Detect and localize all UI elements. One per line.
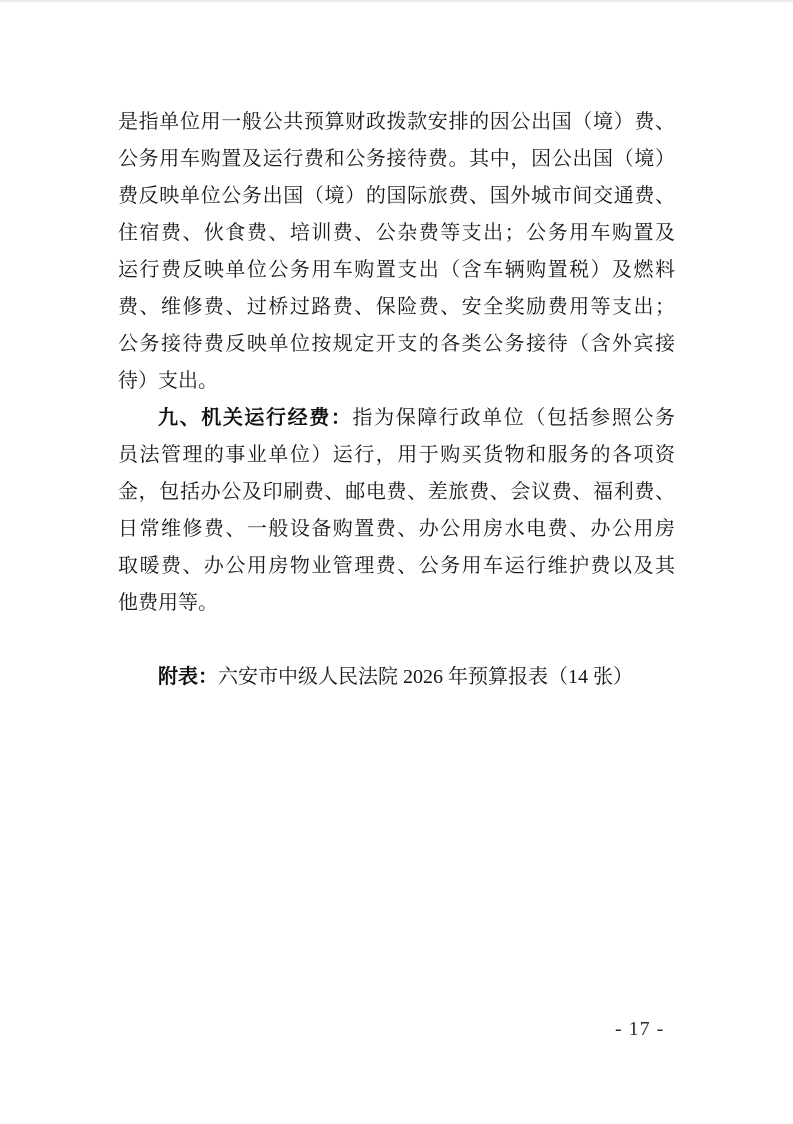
section-heading: 九、机关运行经费： — [158, 407, 353, 429]
body-line — [118, 400, 675, 437]
document-body — [118, 104, 675, 696]
body-line: 日常维修费、一般设备购置费、办公用房水电费、办公用房 — [118, 518, 675, 540]
attachment-text: 六安市中级人民法院 2026 年预算报表（14 张） — [218, 666, 633, 688]
body-line: 费、维修费、过桥过路费、保险费、安全奖励费用等支出； — [118, 296, 675, 318]
blank-line — [118, 622, 675, 659]
body-line: 取暖费、办公用房物业管理费、公务用车运行维护费以及其 — [118, 555, 675, 577]
body-line: 住宿费、伙食费、培训费、公杂费等支出；公务用车购置及 — [118, 222, 675, 244]
section-heading-rest: 指为保障行政单位（包括参照公务 — [352, 407, 675, 429]
attachment-line — [118, 659, 675, 696]
body-line: 金，包括办公及印刷费、邮电费、差旅费、会议费、福利费、 — [118, 481, 675, 503]
body-line: 公务用车购置及运行费和公务接待费。其中，因公出国（境） — [118, 148, 675, 170]
body-line: 是指单位用一般公共预算财政拨款安排的因公出国（境）费、 — [118, 111, 675, 133]
body-line: 公务接待费反映单位按规定开支的各类公务接待（含外宾接 — [118, 333, 675, 355]
page-number: - 17 - — [615, 1018, 665, 1040]
attachment-label: 附表： — [158, 666, 218, 688]
body-line: 待）支出。 — [118, 370, 218, 392]
body-line: 费反映单位公务出国（境）的国际旅费、国外城市间交通费、 — [118, 185, 675, 207]
body-line: 他费用等。 — [118, 592, 218, 614]
body-line: 运行费反映单位公务用车购置支出（含车辆购置税）及燃料 — [118, 259, 675, 281]
body-line: 员法管理的事业单位）运行，用于购买货物和服务的各项资 — [118, 444, 675, 466]
